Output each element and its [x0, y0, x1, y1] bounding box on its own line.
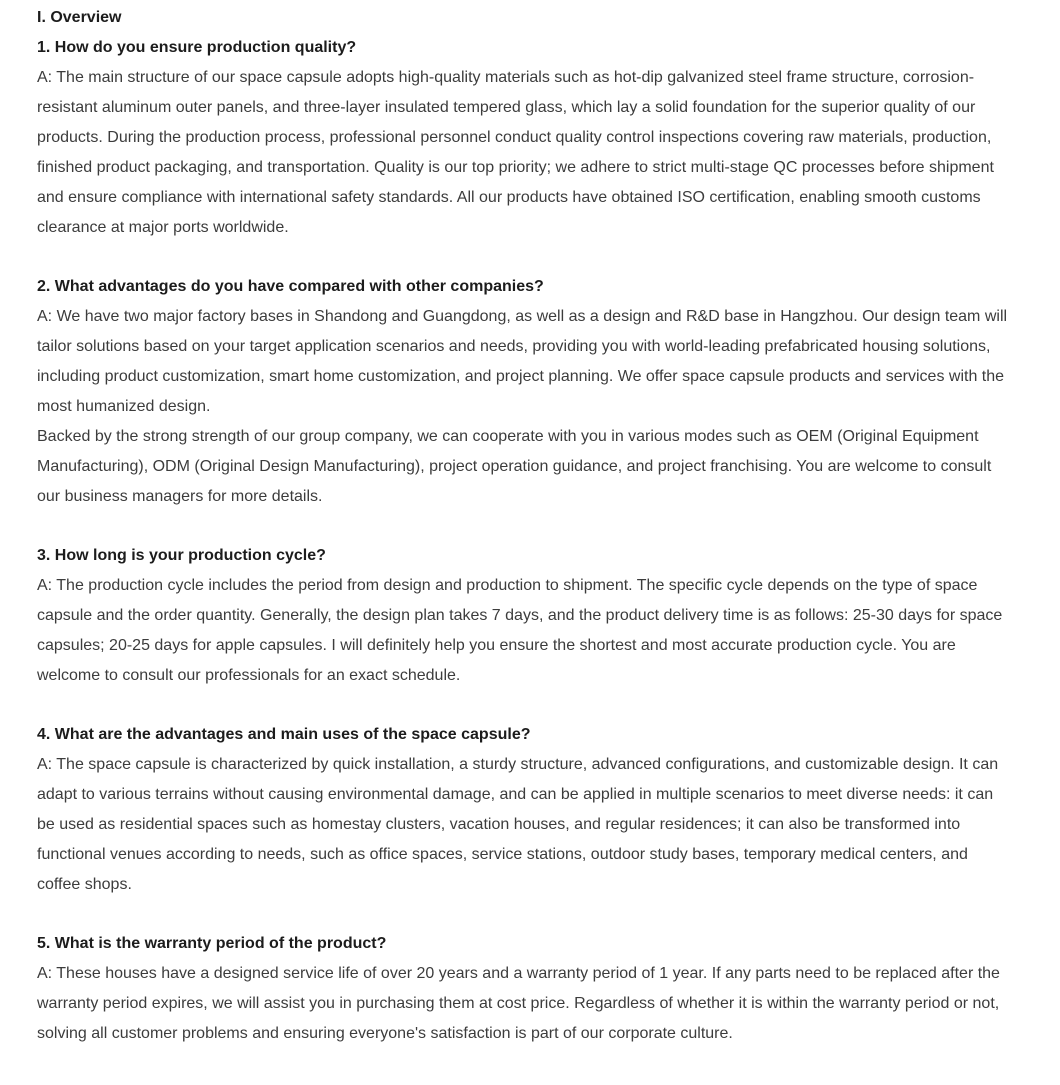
question-3: 3. How long is your production cycle? [37, 547, 326, 564]
question-4: 4. What are the advantages and main uses of the space capsule? [37, 726, 531, 743]
answer-2-paragraph-2: Backed by the strong strength of our group company, we can cooperate with you in various modes such as OEM (Original Equipment Manufacturing), ODM (Original Design Manufacturing), project operation guidance, and project franchising. You are welcome to consult our business managers for more details. [37, 428, 992, 505]
question-2: 2. What advantages do you have compared with other companies? [37, 278, 544, 295]
qa-item-3 [37, 541, 1010, 691]
qa-item-5 [37, 929, 1010, 1049]
qa-item-2 [37, 272, 1010, 512]
answer-5-paragraph-1: A: These houses have a designed service life of over 20 years and a warranty period of 1 year. If any parts need to be replaced after the warranty period expires, we will assist you in purchasing them at cost price. Regardless of whether it is within the warranty period or not, solving all customer problems and ensuring everyone's satisfaction is part of our corporate culture. [37, 965, 1000, 1042]
answer-3-paragraph-1: A: The production cycle includes the period from design and production to shipment. The specific cycle depends on the type of space capsule and the order quantity. Generally, the design plan takes 7 days, and the product delivery time is as follows: 25-30 days for space capsules; 20-25 days for apple capsules. I will definitely help you ensure the shortest and most accurate production cycle. You are welcome to consult our professionals for an exact schedule. [37, 577, 1003, 684]
qa-item-4 [37, 720, 1010, 900]
qa-item-1 [37, 33, 1010, 243]
answer-2-paragraph-1: A: We have two major factory bases in Shandong and Guangdong, as well as a design and R&D base in Hangzhou. Our design team will tailor solutions based on your target application scenarios and needs, providing you with world-leading prefabricated housing solutions, including product customization, smart home customization, and project planning. We offer space capsule products and services with the most humanized design. [37, 308, 1008, 415]
question-5: 5. What is the warranty period of the product? [37, 935, 387, 952]
answer-1-paragraph-1: A: The main structure of our space capsule adopts high-quality materials such as hot-dip galvanized steel frame structure, corrosion-resistant aluminum outer panels, and three-layer insulated tempered glass, which lay a solid foundation for the superior quality of our products. During the production process, professional personnel conduct quality control inspections covering raw materials, production, finished product packaging, and transportation. Quality is our top priority; we adhere to strict multi-stage QC processes before shipment and ensure compliance with international safety standards. All our products have obtained ISO certification, enabling smooth customs clearance at major ports worldwide. [37, 69, 994, 236]
question-1: 1. How do you ensure production quality? [37, 39, 357, 56]
answer-4-paragraph-1: A: The space capsule is characterized by quick installation, a sturdy structure, advanced configurations, and customizable design. It can adapt to various terrains without causing environmental damage, and can be applied in multiple scenarios to meet diverse needs: it can be used as residential spaces such as homestay clusters, vacation houses, and regular residences; it can also be transformed into functional venues according to needs, such as office spaces, service stations, outdoor study bases, temporary medical centers, and coffee shops. [37, 756, 999, 893]
section-title: I. Overview [37, 9, 122, 26]
